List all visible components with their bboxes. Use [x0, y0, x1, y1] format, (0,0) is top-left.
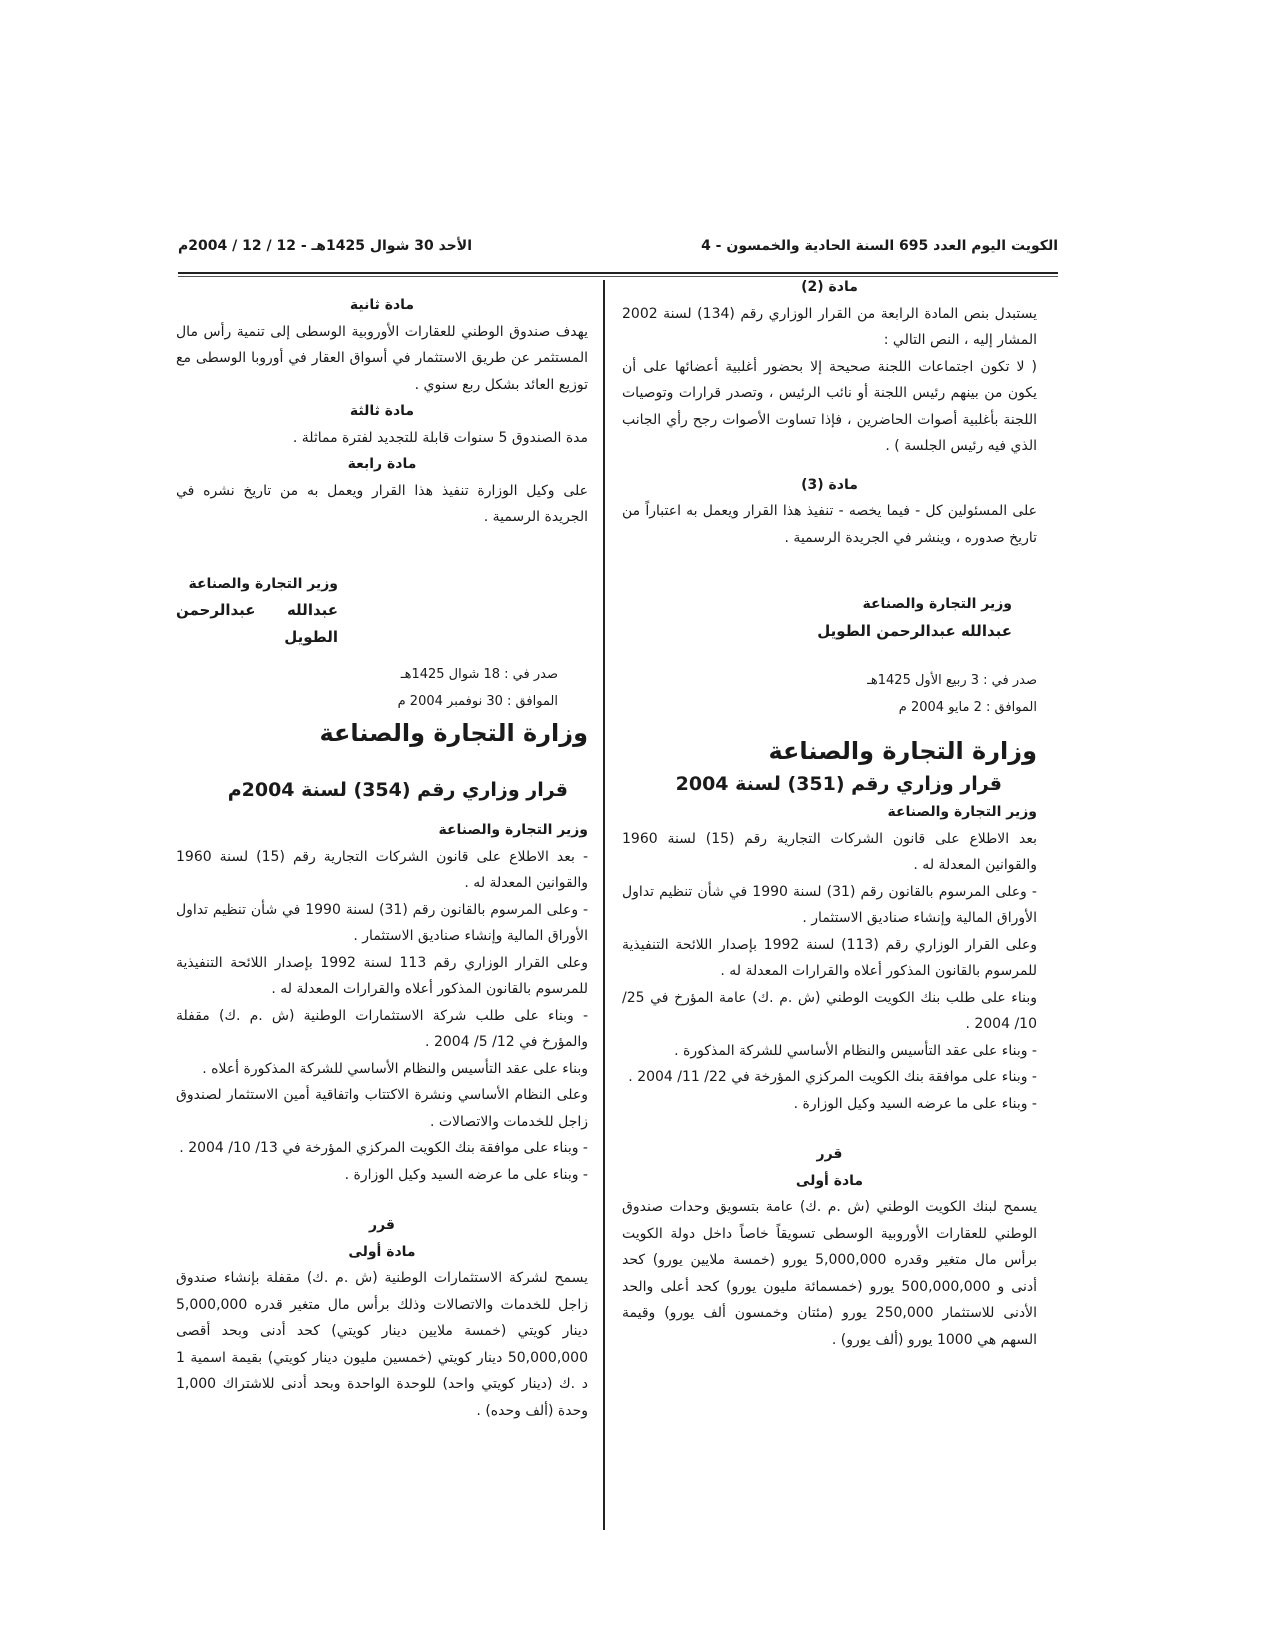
preamble-item: - وبناء على موافقة بنك الكويت المركزي المؤرخة في 13/ 10/ 2004 . — [179, 1140, 588, 1156]
signer-name: عبدالله عبدالرحمن الطويل — [176, 601, 338, 646]
article-title: مادة أولى — [795, 1172, 864, 1189]
header-issue-info: الكويت اليوم العدد 695 السنة الحادية والخمسون - 4 — [701, 238, 1058, 254]
issued-date: صدر في : 18 شوال 1425هـ — [400, 667, 558, 682]
article-text: يسمح لبنك الكويت الوطني (ش .م .ك) عامة بتسويق وحدات صندوق الوطني للعقارات الأوروبية الوسطى تسويقاً خاصاً داخل دولة الكويت برأس مال متغير وقدره 5,000,000 يورو (خمسة ملايين يورو) كحد أدنى و 500,000,000 يورو (خمسمائة مليون يورو) كحد أعلى والحد الأدنى للاستثمار 250,000 يورو (مئتان وخمسون ألف يورو) وقيمة السهم هي 1000 يورو (ألف يورو) . — [622, 1199, 1038, 1348]
signer-title: وزير التجارة والصناعة — [188, 575, 338, 592]
decided-heading: قرر — [369, 1217, 395, 1233]
ministry-heading: وزارة التجارة والصناعة — [768, 737, 1037, 765]
decided-heading: قرر — [816, 1146, 843, 1162]
article-text: ( لا تكون اجتماعات اللجنة صحيحة إلا بحضور أغلبية أعضائها على أن يكون من بينهم رئيس اللجنة أو نائب الرئيس ، وتصدر قرارات وتوصيات اللجنة بأغلبية أصوات الحاضرين ، فإذا تساوت الأصوات رجح رأي الجانب الذي فيه رئيس الجلسة ) . — [622, 358, 1037, 454]
signer-title: وزير التجارة والصناعة — [862, 596, 1012, 612]
corresponding-date: الموافق : 2 مايو 2004 م — [898, 699, 1037, 715]
minister-heading: وزير التجارة والصناعة — [438, 822, 588, 838]
preamble-item: وبناء على طلب بنك الكويت الوطني (ش .م .ك) عامة المؤرخ في 25/ 10/ 2004 . — [622, 989, 1037, 1032]
preamble-item: - وبناء على موافقة بنك الكويت المركزي المؤرخة في 22/ 11/ 2004 . — [628, 1069, 1037, 1085]
issued-date: صدر في : 3 ربيع الأول 1425هـ — [867, 673, 1037, 688]
article-title: مادة أولى — [348, 1243, 416, 1260]
preamble-item: - وعلى المرسوم بالقانون رقم (31) لسنة 1990 في شأن تنظيم تداول الأوراق المالية وإنشاء صناديق الاستثمار . — [176, 901, 588, 944]
right-column — [622, 274, 1037, 1353]
page-header — [178, 230, 1058, 264]
preamble-item: وعلى القرار الوزاري رقم (113) لسنة 1992 بإصدار اللائحة التنفيذية للمرسوم بالقانون المذكور أعلاه والقرارات المعدلة له . — [622, 936, 1037, 979]
preamble-item: - وبناء على طلب شركة الاستثمارات الوطنية (ش .م .ك) مقفلة والمؤرخ في 12/ 5/ 2004 . — [176, 1007, 588, 1050]
preamble-item: وبناء على عقد التأسيس والنظام الأساسي للشركة المذكورة أعلاه . — [202, 1060, 588, 1077]
preamble-item: - وبناء على ما عرضه السيد وكيل الوزارة . — [344, 1166, 588, 1183]
article-text: على المسئولين كل - فيما يخصه - تنفيذ هذا القرار ويعمل به اعتباراً من تاريخ صدوره ، وينشر في الجريدة الرسمية . — [622, 503, 1037, 546]
preamble-item: - بعد الاطلاع على قانون الشركات التجارية رقم (15) لسنة 1960 والقوانين المعدلة له . — [176, 848, 588, 891]
article-text: يهدف صندوق الوطني للعقارات الأوروبية الوسطى إلى تنمية رأس مال المستثمر عن طريق الاستثمار في أسواق العقار في أوروبا الوسطى مع توزيع العائد بشكل ربع سنوي . — [176, 323, 588, 393]
article-title: مادة رابعة — [347, 456, 417, 472]
signature-block — [176, 571, 588, 651]
preamble-item: وعلى النظام الأساسي ونشرة الاكتتاب واتفاقية أمين الاستثمار لصندوق زاجل للخدمات والاتصالات . — [176, 1087, 588, 1130]
preamble-item: وعلى القرار الوزاري رقم 113 لسنة 1992 بإصدار اللائحة التنفيذية للمرسوم بالقانون المذكور أعلاه والقرارات المعدلة له . — [176, 954, 588, 997]
preamble-item: بعد الاطلاع على قانون الشركات التجارية رقم (15) لسنة 1960 والقوانين المعدلة له . — [622, 830, 1037, 873]
article-title: مادة ثانية — [349, 297, 415, 313]
column-divider — [603, 280, 605, 1530]
preamble-item: - وعلى المرسوم بالقانون رقم (31) لسنة 1990 في شأن تنظيم تداول الأوراق المالية وإنشاء صناديق الاستثمار . — [622, 883, 1037, 926]
signature-block — [622, 591, 1037, 644]
article-text: على وكيل الوزارة تنفيذ هذا القرار ويعمل به من تاريخ نشره في الجريدة الرسمية . — [176, 482, 588, 525]
article-title: مادة (3) — [801, 476, 858, 493]
decision-title: قرار وزاري رقم (351) لسنة 2004 — [675, 773, 1002, 795]
ministry-heading: وزارة التجارة والصناعة — [319, 719, 588, 747]
article-text: يسمح لشركة الاستثمارات الوطنية (ش .م .ك) مقفلة بإنشاء صندوق زاجل للخدمات والاتصالات وذلك برأس مال متغير قدره 5,000,000 دينار كويتي (خمسة ملايين دينار كويتي) كحد أدنى وبحد أقصى 50,000,000 دينار كويتي (خمسين مليون دينار كويتي) بقيمة اسمية 1 د .ك (دينار كويتي واحد) للوحدة الواحدة وبحد أدنى للاشتراك 1,000 وحدة (ألف وحده) . — [176, 1270, 588, 1419]
article-title: مادة ثالثة — [349, 403, 415, 419]
signer-name: عبدالله عبدالرحمن الطويل — [817, 621, 1012, 640]
preamble-item: - وبناء على ما عرضه السيد وكيل الوزارة . — [793, 1095, 1037, 1112]
preamble-item: - وبناء على عقد التأسيس والنظام الأساسي للشركة المذكورة . — [674, 1042, 1037, 1059]
left-column — [176, 292, 588, 1424]
corresponding-date: الموافق : 30 نوفمبر 2004 م — [397, 693, 558, 709]
minister-heading: وزير التجارة والصناعة — [887, 804, 1037, 820]
article-title: مادة (2) — [801, 279, 858, 295]
article-intro: يستبدل بنص المادة الرابعة من القرار الوزاري رقم (134) لسنة 2002 المشار إليه ، النص التالي : — [622, 305, 1038, 348]
article-text: مدة الصندوق 5 سنوات قابلة للتجديد لفترة مماثلة . — [292, 429, 588, 446]
header-date: الأحد 30 شوال 1425هـ - 12 / 12 / 2004م — [178, 238, 472, 254]
decision-title: قرار وزاري رقم (354) لسنة 2004م — [227, 779, 568, 801]
